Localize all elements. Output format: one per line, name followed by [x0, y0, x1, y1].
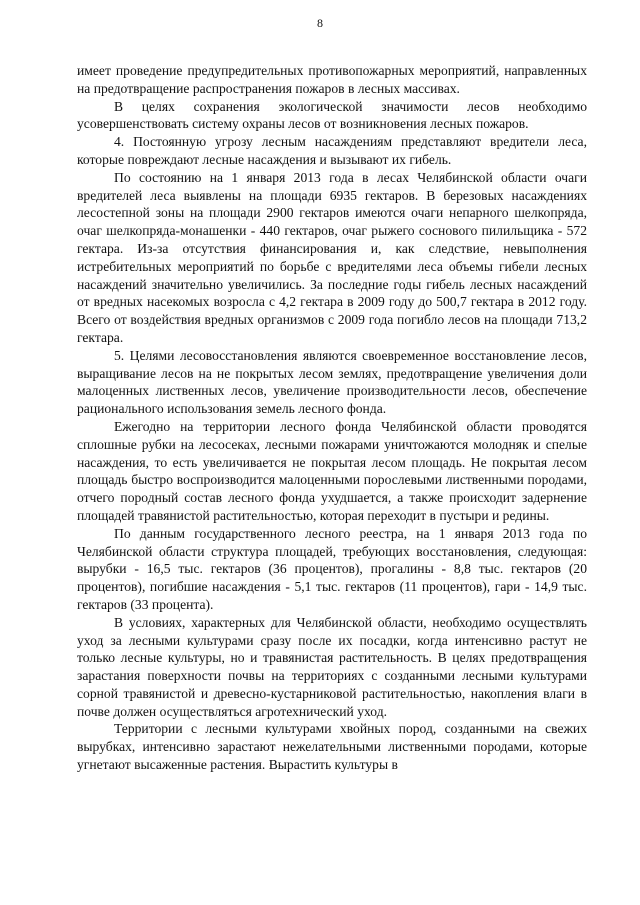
paragraph-7: По данным государственного лесного реестра, на 1 января 2013 года по Челябинской области структура площадей, требующих восстановления, следующая: вырубки - 16,5 тыс. гектаров (36 процентов), прогалины - 8,8 тыс. гектаров (20 процентов), погибшие насаждения - 5,1 тыс. гектаров (11 процентов), гари - 14,9 тыс. гектаров (33 процента).: [77, 525, 587, 612]
paragraph-1: имеет проведение предупредительных противопожарных мероприятий, направленных на предотвращение распространения пожаров в лесных массивах.: [77, 63, 587, 96]
paragraph-9: Территории с лесными культурами хвойных пород, созданными на свежих вырубках, интенсивно зарастают нежелательными лиственными породами, которые угнетают высаженные растения. Вырастить культуры в: [77, 721, 587, 773]
paragraph-8: В условиях, характерных для Челябинской области, необходимо осуществлять уход за лесными культурами сразу после их посадки, когда интенсивно растут не только лесные культуры, но и травянистая растительность. В целях предотвращения зарастания поверхности почвы на территориях с созданными лесными культурами сорной травянистой и древесно-кустарниковой растительностью, накопления влаги в почве должен осуществляться агротехнический уход.: [77, 614, 587, 719]
paragraph-2: В целях сохранения экологической значимости лесов необходимо усовершенствовать систему охраны лесов от возникновения лесных пожаров.: [77, 98, 587, 132]
paragraph-6: Ежегодно на территории лесного фонда Челябинской области проводятся сплошные рубки на лесосеках, лесными пожарами уничтожаются молодняк и спелые насаждения, то есть увеличивается не покрытая лесом площадь. Не покрытая лесом площадь быстро воспроизводится малоценными порослевыми лиственными породами, отчего породный состав лесного фонда ухудшается, а также происходит задернение площадей травянистой растительностью, которая переходит в пустыри и редины.: [77, 418, 587, 523]
page-number: 8: [317, 16, 323, 30]
paragraph-3: 4. Постоянную угрозу лесным насаждениям представляют вредители леса, которые повреждают лесные насаждения и вызывают их гибель.: [77, 134, 587, 167]
document-body: [77, 62, 587, 774]
paragraph-4: По состоянию на 1 января 2013 года в лесах Челябинской области очаги вредителей леса выявлены на площади 6935 гектаров. В березовых насаждениях лесостепной зоны на площади 2900 гектаров имеются очаги непарного шелкопряда, очаг шелкопряда-монашенки - 440 гектаров, очаг рыжего соснового пилильщика - 572 гектара. Из-за отсутствия финансирования и, как следствие, невыполнения истребительных мероприятий по борьбе с вредителями леса объемы гибели лесных насаждений значительно увеличились. За последние годы гибель лесных насаждений от вредных насекомых возросла с 4,2 гектара в 2009 году до 500,7 гектара в 2012 году. Всего от воздействия вредных организмов с 2009 года погибло лесов на площади 713,2 гектара.: [77, 169, 587, 345]
paragraph-5: 5. Целями лесовосстановления являются своевременное восстановление лесов, выращивание лесов на не покрытых лесом землях, предотвращение увеличения доли малоценных лиственных лесов, увеличение производительности лесов, обеспечение рационального использования земель лесного фонда.: [77, 347, 587, 417]
